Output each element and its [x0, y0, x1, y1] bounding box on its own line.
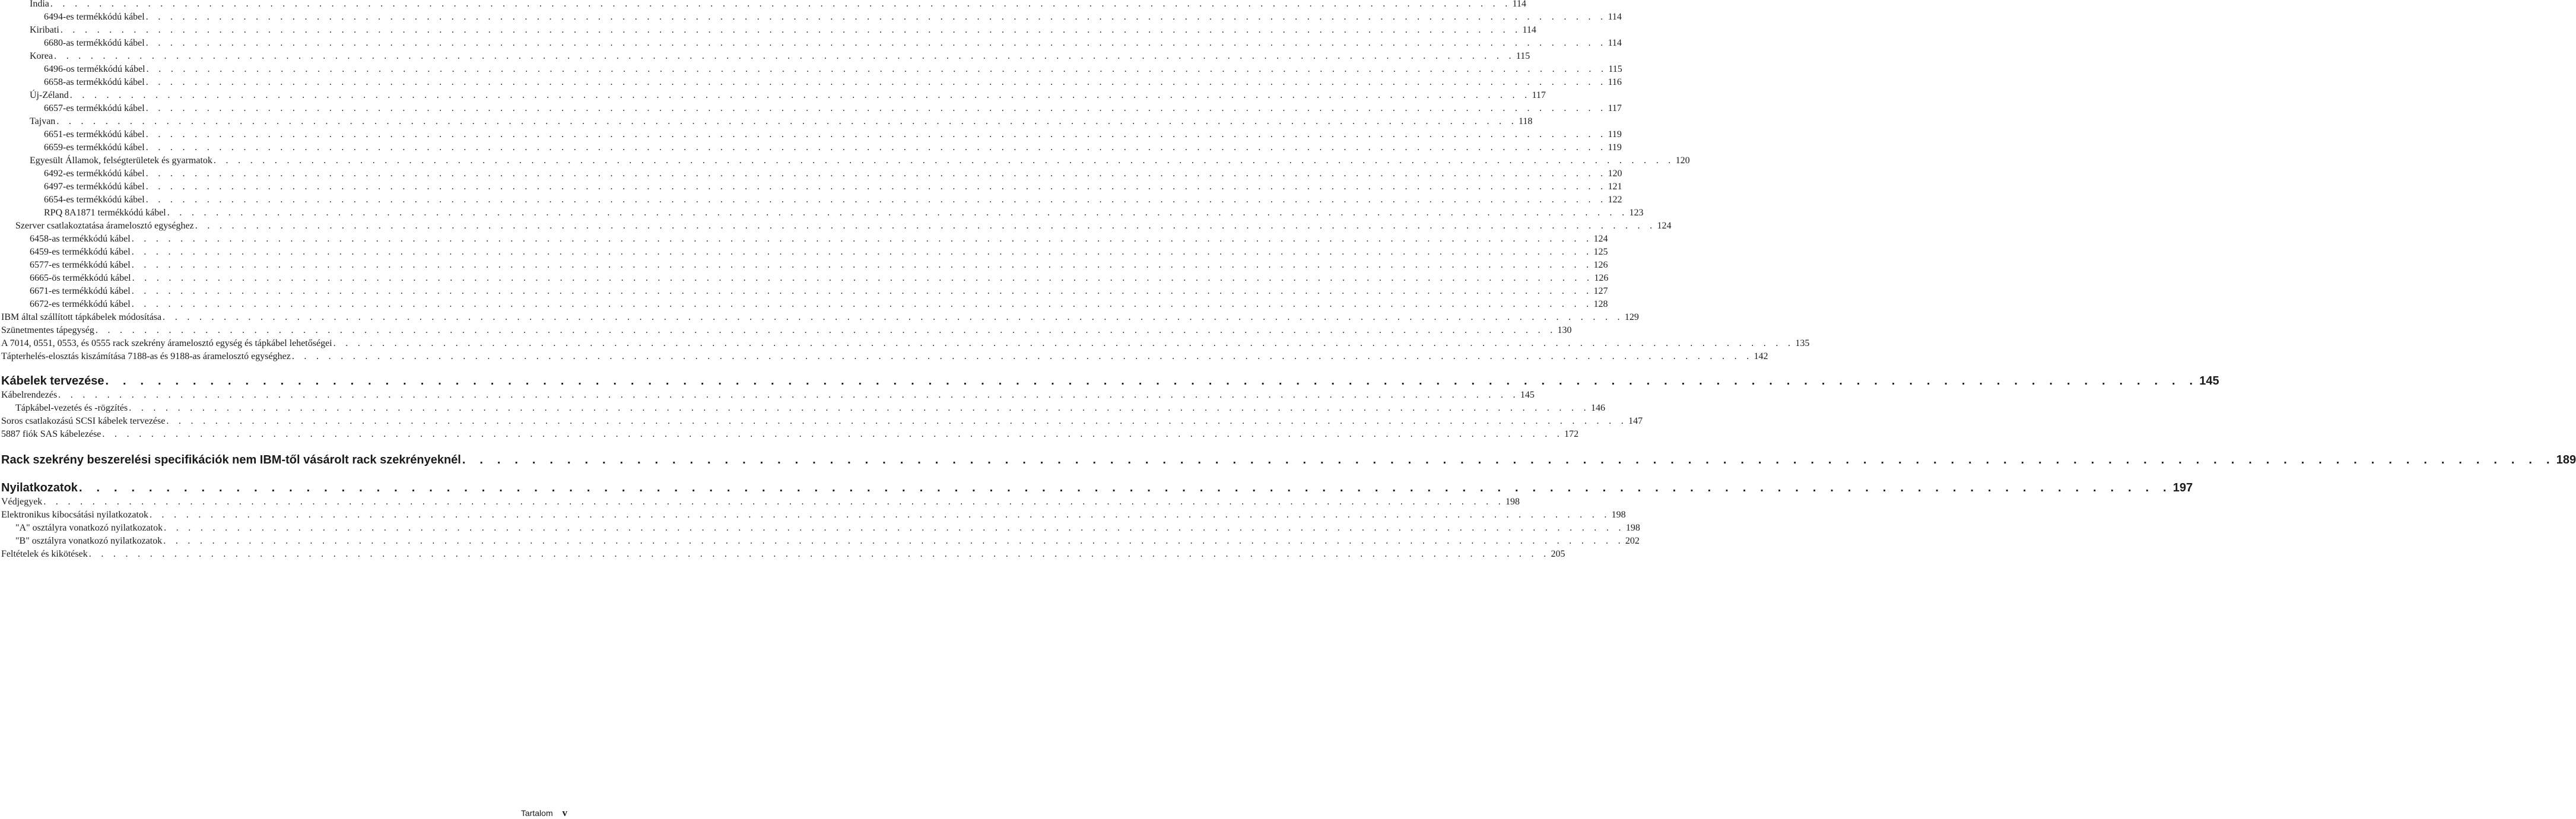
toc-entry[interactable] — [0, 509, 1626, 522]
toc-entry-title: 6492-es termékkódú kábel — [44, 169, 145, 179]
toc-entry[interactable] — [0, 0, 1526, 11]
toc-entry[interactable] — [0, 180, 1622, 193]
footer-section-label: Tartalom — [520, 808, 553, 818]
toc-entry[interactable] — [0, 415, 1643, 428]
toc-entry[interactable] — [0, 389, 1535, 402]
toc-entry-title: Tápkábel-vezetés és -rögzítés — [15, 403, 128, 413]
toc-entry-page: 146 — [1590, 403, 1605, 413]
toc-entry-title: 6458-as termékkódú kábel — [30, 234, 131, 244]
dot-leader: . . . . . . . . . . . . . . . . . . . . . . . . . . . . . . . . . . . . . . . . . . . . . . . . . . . . . . . . . . . . . . . . . . . . . . . . . . . . . . . . . . . . . . . . . . . . . . . . . . . . . . . . . . . . . . . . . . . . . . . . — [145, 169, 1607, 179]
toc-entry[interactable] — [0, 246, 1608, 259]
toc-entry-page: 114 — [1512, 0, 1526, 9]
toc-entry-title: 6671-es termékkódú kábel — [30, 286, 131, 296]
toc-entry-title: Korea — [30, 51, 53, 61]
toc-entry-page: 172 — [1564, 429, 1579, 439]
dot-leader: . . . . . . . . . . . . . . . . . . . . . . . . . . . . . . . . . . . . . . . . . . . . . . . . . . . . . . . . . . . . . . . . . . . . . . . . . . . . . . . . . . . . . . . . . . . . . . . . . . . . . . . . . . . . . . . . . . . . . . . . — [291, 351, 1753, 361]
toc-entry-title: 6459-es termékkódú kábel — [30, 247, 131, 257]
toc-entry-title: Feltételek és kikötések — [1, 549, 88, 559]
dot-leader: . . . . . . . . . . . . . . . . . . . . . . . . . . . . . . . . . . . . . . . . . . . . . . . . . . . . . . . . . . . . . . . . . . . . . . . . . . . . . . . . . . . . . . . . . . . . . . . . . . . . . . . . . . . . . . . . . . . . . . . . — [60, 25, 1522, 35]
toc-entry[interactable] — [0, 298, 1608, 311]
toc-entry[interactable] — [0, 37, 1622, 50]
toc-entry[interactable] — [0, 102, 1622, 115]
toc-entry[interactable] — [0, 193, 1622, 207]
toc-entry-title: Rack szekrény beszerelési specifikációk nem IBM-től vásárolt rack szekrényeknél — [1, 453, 461, 466]
toc-entry[interactable] — [0, 115, 1533, 128]
toc-entry-page: 119 — [1608, 142, 1622, 153]
footer-page-number: v — [562, 807, 567, 818]
dot-leader: . . . . . . . . . . . . . . . . . . . . . . . . . . . . . . . . . . . . . . . . . . . . . . . . . . . . . . . . . . . . . . . . . . . . . . . . . . . . . . . . . . . . . . . . . . . . . . . . . . . . . . . . . . . . . . . . . . . . . . . . — [132, 273, 1593, 283]
dot-leader: . . . . . . . . . . . . . . . . . . . . . . . . . . . . . . . . . . . . . . . . . . . . . . . . . . . . . . . . . . . . . . . . . . . . . . . . . . . . . . . . . . . . . . . . . . . . . . . . . . . . . . . . . . . . . . . . . . . . . . . . — [131, 234, 1593, 244]
toc-entry-title: Szerver csatlakoztatása áramelosztó egységhez — [15, 221, 194, 231]
toc-entry-page: 198 — [1611, 510, 1626, 520]
toc-entry-title: 6654-es termékkódú kábel — [44, 195, 145, 205]
toc-entry[interactable] — [0, 548, 1565, 561]
toc-entry-title: 6497-es termékkódú kábel — [44, 182, 145, 192]
toc-entry-page: 135 — [1795, 338, 1810, 348]
toc-entry-page: 205 — [1551, 549, 1565, 559]
toc-entry[interactable] — [0, 50, 1530, 63]
toc-entry-title: Védjegyek — [1, 497, 43, 507]
toc-entry-page: 130 — [1557, 325, 1572, 335]
toc-entry[interactable] — [0, 285, 1608, 298]
toc-entry[interactable] — [0, 337, 1810, 350]
dot-leader: . . . . . . . . . . . . . . . . . . . . . . . . . . . . . . . . . . . . . . . . . . . . . . . . . . . . . . . . . . . . . . . . . . . . . . . . . . . . . . . . . . . . . . . . . . . . . . . . . . . . . . . . . . . . . . . . . . . . . . . . — [167, 208, 1628, 218]
toc-entry-page: 114 — [1608, 12, 1622, 22]
dot-leader: . . . . . . . . . . . . . . . . . . . . . . . . . . . . . . . . . . . . . . . . . . . . . . . . . . . . . . . . . . . . . . . . . . . . . . . . . . . . . . . . . . . . . . . . . . . . . . . . . . . . . . . . . . . . . . . . . . . . . . . . — [146, 64, 1608, 74]
toc-entry-title: Kábelek tervezése — [1, 374, 104, 388]
toc-entry-title: "B" osztályra vonatkozó nyilatkozatok — [15, 536, 163, 546]
toc-entry-title: IBM által szállított tápkábelek módosítása — [1, 312, 162, 322]
dot-leader: . . . . . . . . . . . . . . . . . . . . . . . . . . . . . . . . . . . . . . . . . . . . . . . . . . . . . . . . . . . . . . . . . . . . . . . . . . . . . . . . . . . . . . . . . . . . . . . . . . . . . . . . . . . . . . . . . . . . . . . . — [43, 497, 1505, 507]
toc-entry[interactable] — [0, 428, 1579, 441]
toc-entry-title: 6659-es termékkódú kábel — [44, 142, 145, 153]
toc-entry-page: 118 — [1519, 116, 1533, 126]
toc-entry-page: 198 — [1625, 523, 1640, 533]
toc-entry-page: 122 — [1608, 195, 1622, 205]
dot-leader: . . . . . . . . . . . . . . . . . . . . . . . . . . . . . . . . . . . . . . . . . . . . . . . . . . . . . . . . . . . . . . . . . . . . . . . . . . . . . . . . . . . . . . . . . . . . . . . . . . . . . . . . . . . . . . . . . . . . . . . . — [131, 286, 1593, 296]
dot-leader: . . . . . . . . . . . . . . . . . . . . . . . . . . . . . . . . . . . . . . . . . . . . . . . . . . . . . . . . . . . . . . . . . . . . . . . . . . . . . . . . . . . . . . . . . . . . . . . . . . . . . . . . . . . . . . . . . . . . . . . . — [88, 549, 1550, 559]
toc-entry[interactable] — [0, 76, 1622, 89]
toc-entry-page: 120 — [1675, 155, 1690, 166]
toc-entry[interactable] — [0, 272, 1609, 285]
toc-entry[interactable] — [0, 63, 1622, 76]
toc-entry-page: 123 — [1629, 208, 1644, 218]
toc-entry-page: 125 — [1593, 247, 1608, 257]
dot-leader: . . . . . . . . . . . . . . . . . . . . . . . . . . . . . . . . . . . . . . . . . . . . . . . . . . . . . . . . . . . . . . . . . . . . . . . . . . . . . . . . . . . . . . . . . . . . . . . . . . . . . . . . . . . . . . . . . . . . . . . . — [145, 182, 1607, 192]
dot-leader: . . . . . . . . . . . . . . . . . . . . . . . . . . . . . . . . . . . . . . . . . . . . . . . . . . . . . . . . . . . . . . . . . . . . . . . . . . . . . . . . . . . . . . . . . . . . . . . . . . . . . . . . . . . . . . . . . . . . . . . . — [102, 429, 1564, 439]
dot-leader: . . . . . . . . . . . . . . . . . . . . . . . . . . . . . . . . . . . . . . . . . . . . . . . . . . . . . . . . . . . . . . . . . . . . . . . . . . . . . . . . . . . . . . . . . . . . . . . . . . . . . . . . . . . . . . . . . . . . . . . . — [333, 338, 1794, 348]
toc-entry-title: Kiribati — [30, 25, 59, 35]
toc-entry-title: Kábelrendezés — [1, 390, 58, 400]
dot-leader: . . . . . . . . . . . . . . . . . . . . . . . . . . . . . . . . . . . . . . . . . . . . . . . . . . . . . . . . . . . . . . . . . . . . . . . . . . . . . . . . . . . . . . . . . . . . . . . . . . . . . . . . . . . . . . . . . . . . . . . . — [131, 299, 1593, 309]
toc-entry-title: "A" osztályra vonatkozó nyilatkozatok — [15, 523, 163, 533]
toc-entry[interactable] — [0, 89, 1546, 102]
dot-leader: . . . . . . . . . . . . . . . . . . . . . . . . . . . . . . . . . . . . . . . . . . . . . . . . . . . . . . . . . . . . . . . . . . . . . . . . . . . . . . . . . . . . . . . . . . . . . . . . . . . . . . . . . . . . . . . . . . . . . . . . — [145, 12, 1607, 22]
toc-entry-page: 202 — [1625, 536, 1640, 546]
toc-entry-title: 6494-es termékkódú kábel — [44, 12, 145, 22]
toc-entry-title: Elektronikus kibocsátási nyilatkozatok — [1, 510, 148, 520]
toc-entry-title: RPQ 8A1871 termékkódú kábel — [44, 208, 166, 218]
dot-leader: . . . . . . . . . . . . . . . . . . . . . . . . . . . . . . . . . . . . . . . . . . . . . . . . . . . . . . . . . . . . . . . . . . . . . . . . . . . . . . . . . . . . . . . . . . . . . . . . . . . . . . . . . . . . . . . . . . . . . . . . — [164, 523, 1625, 533]
dot-leader: . . . . . . . . . . . . . . . . . . . . . . . . . . . . . . . . . . . . . . . . . . . . . . . . . . . . . . . . . . . . . . . . . . . . . . . . . . . . . . . . . . . . . . . . . . . . . . . . . . . . . . . . . . . . . . . . . . . . . . . . — [145, 77, 1607, 87]
toc-entry-page: 114 — [1522, 25, 1536, 35]
dot-leader: . . . . . . . . . . . . . . . . . . . . . . . . . . . . . . . . . . . . . . . . . . . . . . . . . . . . . . . . . . . . . . . . . . . . . . . . . . . . . . . . . . . . . . . . . . . . . . . . . . . . . . . . . . . . . . . . . . . . . . . . — [145, 103, 1607, 113]
toc-entry-page: 126 — [1593, 260, 1608, 270]
toc-entry-title: 6672-es termékkódú kábel — [30, 299, 131, 309]
toc-chapter-entry[interactable] — [0, 373, 2219, 389]
toc-entry-page: 115 — [1608, 64, 1622, 74]
toc-entry-page: 124 — [1593, 234, 1608, 244]
dot-leader: . . . . . . . . . . . . . . . . . . . . . . . . . . . . . . . . . . . . . . . . . . . . . . . . . . . . . . . . . . . . . . . . . . . . . . . . . . . . . . . . . . . . . . . . . . . . . . . . . . . . . . . . . . . . . . . . . . . . . . . . — [462, 453, 2555, 466]
toc-chapter-entry[interactable] — [0, 480, 2193, 496]
toc-entry[interactable] — [0, 402, 1605, 415]
dot-leader: . . . . . . . . . . . . . . . . . . . . . . . . . . . . . . . . . . . . . . . . . . . . . . . . . . . . . . . . . . . . . . . . . . . . . . . . . . . . . . . . . . . . . . . . . . . . . . . . . . . . . . . . . . . . . . . . . . . . . . . . — [163, 312, 1624, 322]
toc-entry-page: 145 — [1520, 390, 1535, 400]
dot-leader: . . . . . . . . . . . . . . . . . . . . . . . . . . . . . . . . . . . . . . . . . . . . . . . . . . . . . . . . . . . . . . . . . . . . . . . . . . . . . . . . . . . . . . . . . . . . . . . . . . . . . . . . . . . . . . . . . . . . . . . . — [195, 221, 1656, 231]
toc-entry-title: A 7014, 0551, 0553, és 0555 rack szekrény áramelosztó egység és tápkábel lehetőségei — [1, 338, 332, 348]
toc-entry-title: 6657-es termékkódú kábel — [44, 103, 145, 113]
toc-entry[interactable] — [0, 11, 1622, 24]
dot-leader: . . . . . . . . . . . . . . . . . . . . . . . . . . . . . . . . . . . . . . . . . . . . . . . . . . . . . . . . . . . . . . . . . . . . . . . . . . . . . . . . . . . . . . . . . . . . . . . . . . . . . . . . . . . . . . . . . . . . . . . . — [145, 129, 1607, 139]
toc-entry-title: Tápterhelés-elosztás kiszámítása 7188-as és 9188-as áramelosztó egységhez — [1, 351, 291, 361]
toc-entry-title: 6496-os termékkódú kábel — [44, 64, 145, 74]
toc-entry-page: 119 — [1608, 129, 1622, 139]
dot-leader: . . . . . . . . . . . . . . . . . . . . . . . . . . . . . . . . . . . . . . . . . . . . . . . . . . . . . . . . . . . . . . . . . . . . . . . . . . . . . . . . . . . . . . . . . . . . . . . . . . . . . . . . . . . . . . . . . . . . . . . . — [145, 38, 1607, 48]
toc-entry-page: 147 — [1628, 416, 1643, 426]
dot-leader: . . . . . . . . . . . . . . . . . . . . . . . . . . . . . . . . . . . . . . . . . . . . . . . . . . . . . . . . . . . . . . . . . . . . . . . . . . . . . . . . . . . . . . . . . . . . . . . . . . . . . . . . . . . . . . . . . . . . . . . . — [56, 116, 1518, 126]
page-footer — [521, 807, 567, 819]
dot-leader: . . . . . . . . . . . . . . . . . . . . . . . . . . . . . . . . . . . . . . . . . . . . . . . . . . . . . . . . . . . . . . . . . . . . . . . . . . . . . . . . . . . . . . . . . . . . . . . . . . . . . . . . . . . . . . . . . . . . . . . . — [149, 510, 1611, 520]
toc-entry-page: 117 — [1532, 90, 1546, 100]
toc-entry-page: 198 — [1505, 497, 1520, 507]
toc-entry[interactable] — [0, 311, 1639, 324]
toc-entry-title: 6680-as termékkódú kábel — [44, 38, 145, 48]
dot-leader: . . . . . . . . . . . . . . . . . . . . . . . . . . . . . . . . . . . . . . . . . . . . . . . . . . . . . . . . . . . . . . . . . . . . . . . . . . . . . . . . . . . . . . . . . . . . . . . . . . . . . . . . . . . . . . . . . . . . . . . . — [105, 374, 2199, 388]
dot-leader: . . . . . . . . . . . . . . . . . . . . . . . . . . . . . . . . . . . . . . . . . . . . . . . . . . . . . . . . . . . . . . . . . . . . . . . . . . . . . . . . . . . . . . . . . . . . . . . . . . . . . . . . . . . . . . . . . . . . . . . . — [163, 536, 1624, 546]
toc-entry-title: 6577-es termékkódú kábel — [30, 260, 131, 270]
dot-leader: . . . . . . . . . . . . . . . . . . . . . . . . . . . . . . . . . . . . . . . . . . . . . . . . . . . . . . . . . . . . . . . . . . . . . . . . . . . . . . . . . . . . . . . . . . . . . . . . . . . . . . . . . . . . . . . . . . . . . . . . — [145, 142, 1607, 153]
toc-entry-page: 115 — [1516, 51, 1530, 61]
dot-leader: . . . . . . . . . . . . . . . . . . . . . . . . . . . . . . . . . . . . . . . . . . . . . . . . . . . . . . . . . . . . . . . . . . . . . . . . . . . . . . . . . . . . . . . . . . . . . . . . . . . . . . . . . . . . . . . . . . . . . . . . — [131, 247, 1593, 257]
toc-entry-page: 126 — [1594, 273, 1609, 283]
toc-entry-title: Tajvan — [30, 116, 56, 126]
toc-entry[interactable] — [0, 522, 1640, 535]
toc-entry[interactable] — [0, 207, 1644, 220]
toc-entry[interactable] — [0, 324, 1572, 337]
toc-chapter-entry[interactable] — [0, 452, 2576, 468]
toc-entry-title: Szünetmentes tápegység — [1, 325, 94, 335]
toc-entry-page: 145 — [2199, 374, 2219, 388]
toc-entry[interactable] — [0, 141, 1622, 154]
dot-leader: . . . . . . . . . . . . . . . . . . . . . . . . . . . . . . . . . . . . . . . . . . . . . . . . . . . . . . . . . . . . . . . . . . . . . . . . . . . . . . . . . . . . . . . . . . . . . . . . . . . . . . . . . . . . . . . . . . . . . . . . — [166, 416, 1628, 426]
toc-entry-page: 129 — [1624, 312, 1639, 322]
dot-leader: . . . . . . . . . . . . . . . . . . . . . . . . . . . . . . . . . . . . . . . . . . . . . . . . . . . . . . . . . . . . . . . . . . . . . . . . . . . . . . . . . . . . . . . . . . . . . . . . . . . . . . . . . . . . . . . . . . . . . . . . — [129, 403, 1590, 413]
toc-entry-title: 6658-as termékkódú kábel — [44, 77, 145, 87]
toc-entry[interactable] — [0, 220, 1672, 233]
toc-entry-page: 120 — [1608, 169, 1622, 179]
dot-leader: . . . . . . . . . . . . . . . . . . . . . . . . . . . . . . . . . . . . . . . . . . . . . . . . . . . . . . . . . . . . . . . . . . . . . . . . . . . . . . . . . . . . . . . . . . . . . . . . . . . . . . . . . . . . . . . . . . . . . . . . — [54, 51, 1515, 61]
toc-entry-page: 116 — [1608, 77, 1622, 87]
toc-entry-title: India — [30, 0, 49, 9]
toc-entry-page: 114 — [1608, 38, 1622, 48]
toc-entry-title: 6665-ös termékkódú kábel — [30, 273, 131, 283]
toc-entry-title: Új-Zéland — [30, 90, 69, 100]
toc-entry-page: 189 — [2556, 453, 2576, 466]
toc-entry-page: 127 — [1593, 286, 1608, 296]
toc-entry-title: Nyilatkozatok — [1, 481, 78, 494]
toc-entry[interactable] — [0, 233, 1608, 246]
toc-entry-page: 128 — [1593, 299, 1608, 309]
toc-entry-page: 142 — [1754, 351, 1768, 361]
toc-entry-page: 197 — [2172, 481, 2193, 494]
toc-entry-title: 6651-es termékkódú kábel — [44, 129, 145, 139]
dot-leader: . . . . . . . . . . . . . . . . . . . . . . . . . . . . . . . . . . . . . . . . . . . . . . . . . . . . . . . . . . . . . . . . . . . . . . . . . . . . . . . . . . . . . . . . . . . . . . . . . . . . . . . . . . . . . . . . . . . . . . . . — [58, 390, 1519, 400]
toc-entry[interactable] — [0, 154, 1690, 167]
toc-entry-title: 5887 fiók SAS kábelezése — [1, 429, 101, 439]
toc-entry[interactable] — [0, 167, 1622, 180]
toc-entry-title: Soros csatlakozású SCSI kábelek tervezése — [1, 416, 166, 426]
toc-entry[interactable] — [0, 350, 1768, 363]
toc-entry[interactable] — [0, 128, 1622, 141]
dot-leader: . . . . . . . . . . . . . . . . . . . . . . . . . . . . . . . . . . . . . . . . . . . . . . . . . . . . . . . . . . . . . . . . . . . . . . . . . . . . . . . . . . . . . . . . . . . . . . . . . . . . . . . . . . . . . . . . . . . . . . . . — [50, 0, 1511, 9]
toc-entry-page: 124 — [1657, 221, 1672, 231]
dot-leader: . . . . . . . . . . . . . . . . . . . . . . . . . . . . . . . . . . . . . . . . . . . . . . . . . . . . . . . . . . . . . . . . . . . . . . . . . . . . . . . . . . . . . . . . . . . . . . . . . . . . . . . . . . . . . . . . . . . . . . . . — [78, 481, 2172, 494]
dot-leader: . . . . . . . . . . . . . . . . . . . . . . . . . . . . . . . . . . . . . . . . . . . . . . . . . . . . . . . . . . . . . . . . . . . . . . . . . . . . . . . . . . . . . . . . . . . . . . . . . . . . . . . . . . . . . . . . . . . . . . . . — [145, 195, 1607, 205]
dot-leader: . . . . . . . . . . . . . . . . . . . . . . . . . . . . . . . . . . . . . . . . . . . . . . . . . . . . . . . . . . . . . . . . . . . . . . . . . . . . . . . . . . . . . . . . . . . . . . . . . . . . . . . . . . . . . . . . . . . . . . . . — [95, 325, 1557, 335]
toc-entry-title: Egyesült Államok, felségterületek és gyarmatok — [30, 155, 212, 166]
toc-entry-page: 121 — [1608, 182, 1622, 192]
dot-leader: . . . . . . . . . . . . . . . . . . . . . . . . . . . . . . . . . . . . . . . . . . . . . . . . . . . . . . . . . . . . . . . . . . . . . . . . . . . . . . . . . . . . . . . . . . . . . . . . . . . . . . . . . . . . . . . . . . . . . . . . — [69, 90, 1531, 100]
toc-entry[interactable] — [0, 496, 1520, 509]
toc-entry[interactable] — [0, 24, 1536, 37]
toc-entry-page: 117 — [1608, 103, 1622, 113]
toc-entry[interactable] — [0, 535, 1640, 548]
toc-entry[interactable] — [0, 259, 1608, 272]
dot-leader: . . . . . . . . . . . . . . . . . . . . . . . . . . . . . . . . . . . . . . . . . . . . . . . . . . . . . . . . . . . . . . . . . . . . . . . . . . . . . . . . . . . . . . . . . . . . . . . . . . . . . . . . . . . . . . . . . . . . . . . . — [131, 260, 1593, 270]
dot-leader: . . . . . . . . . . . . . . . . . . . . . . . . . . . . . . . . . . . . . . . . . . . . . . . . . . . . . . . . . . . . . . . . . . . . . . . . . . . . . . . . . . . . . . . . . . . . . . . . . . . . . . . . . . . . . . . . . . . . . . . . — [213, 155, 1675, 166]
